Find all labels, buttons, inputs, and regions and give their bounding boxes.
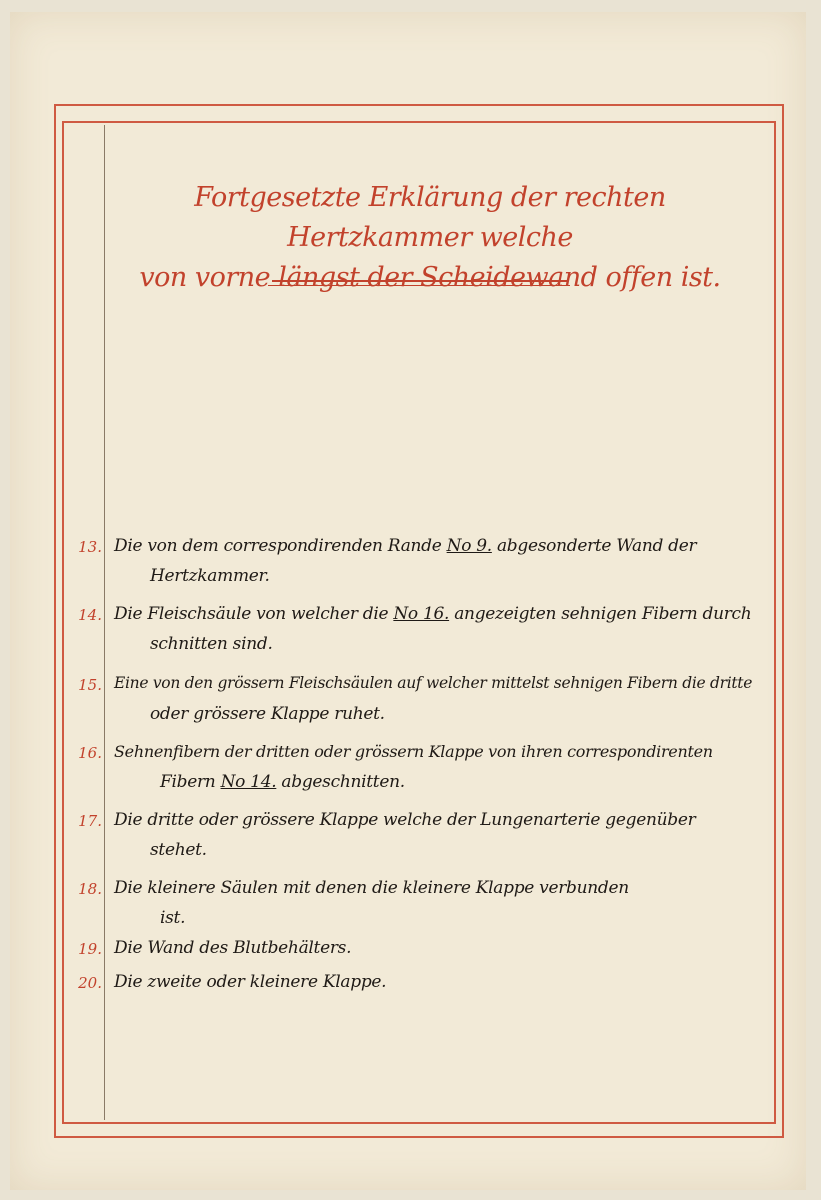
entry-number: 18. <box>78 880 102 898</box>
entry-number: 13. <box>78 538 102 556</box>
title-line-2: von vorne längst der Scheidewand offen ist. <box>139 262 721 293</box>
entry-reference: No 9. <box>446 536 492 556</box>
entry-number: 15. <box>78 676 102 694</box>
entry-continuation <box>160 772 405 792</box>
entry-text: abgeschnitten. <box>276 772 405 792</box>
entry-number: 19. <box>78 940 102 958</box>
title-underline <box>272 280 568 282</box>
entry-line: Eine von den grössern Fleischsäulen auf welcher mittelst sehnigen Fibern die dritte <box>114 674 753 692</box>
entry-continuation: Hertzkammer. <box>150 566 270 586</box>
entry-number: 20. <box>78 974 102 992</box>
entry-number: 14. <box>78 606 102 624</box>
entry-line: Die zweite oder kleinere Klappe. <box>114 972 387 992</box>
entry-continuation: oder grössere Klappe ruhet. <box>150 704 385 724</box>
margin-rule <box>104 125 105 1120</box>
title-underline-second <box>268 285 570 286</box>
entry-text: Fibern <box>160 772 221 792</box>
entry-number: 16. <box>78 744 102 762</box>
entry-line <box>114 604 751 624</box>
entry-reference: No 14. <box>220 772 277 792</box>
entry-text: Die von dem correspondirenden Rande <box>114 536 447 556</box>
entry-continuation: ist. <box>160 908 186 928</box>
entry-number: 17. <box>78 812 102 830</box>
entry-continuation: schnitten sind. <box>150 634 273 654</box>
entry-line: Die dritte oder grössere Klappe welche der Lungenarterie gegenüber <box>114 810 696 830</box>
entry-text: abgesonderte Wand der <box>491 536 697 556</box>
entry-continuation: stehet. <box>150 840 207 860</box>
entry-line: Die kleinere Säulen mit denen die kleinere Klappe verbunden <box>114 878 629 898</box>
entry-line: Die Wand des Blutbehälters. <box>114 938 352 958</box>
entry-reference: No 16. <box>393 604 450 624</box>
title-line-1: Fortgesetzte Erklärung der rechten Hertzkammer welche <box>194 182 666 253</box>
entry-line <box>114 536 696 556</box>
entry-line: Sehnenfibern der dritten oder grössern Klappe von ihren correspondirenten <box>114 742 713 761</box>
entry-text: angezeigten sehnigen Fibern durch <box>449 604 752 624</box>
entry-text: Die Fleischsäule von welcher die <box>114 604 394 624</box>
